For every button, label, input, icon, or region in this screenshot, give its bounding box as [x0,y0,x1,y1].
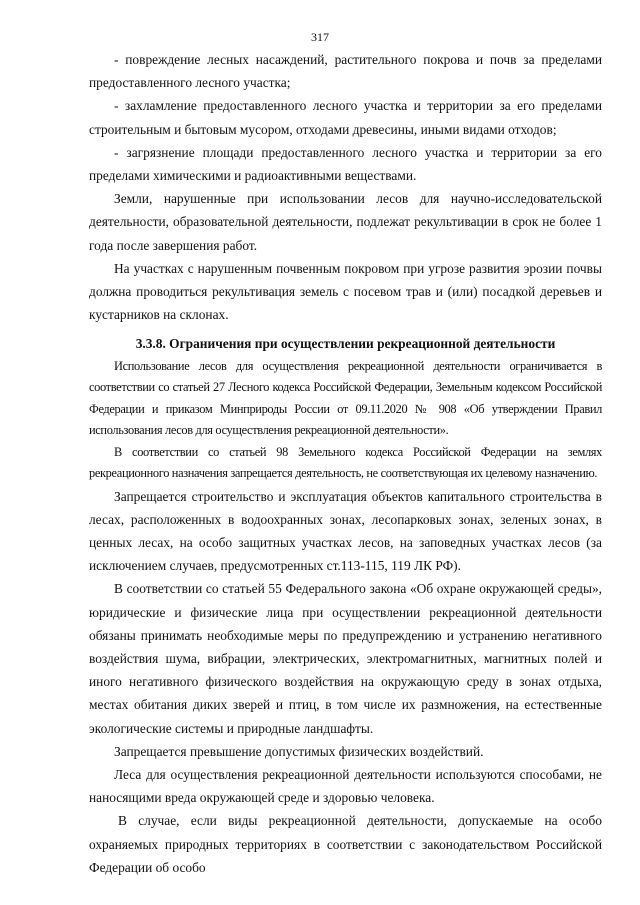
paragraph-erosion: На участках с нарушенным почвенным покровом при угрозе развития эрозии почвы должна проводиться рекультивация земель с посевом трав и (или) посадкой деревьев и кустарников на склонах. [89,260,602,323]
page-number: 317 [311,30,329,44]
paragraph-protected-areas: В случае, если виды рекреационной деятельности, допускаемые на особо охраняемых природных территориях в соответствии с законодательством Российской Федерации об особо [89,813,602,875]
paragraph-environment-law-55: В соответствии со статьей 55 Федерального закона «Об охране окружающей среды», юридические и физические лица при осуществлении рекреационной деятельности обязаны принимать необходимые меры по предупреждению и устранению негативного воздействия шума, вибрации, электрических, электромагнитных, магнитных полей и иного негативного физического воздействия на окружающую среду в зонах отдыха, местах обитания диких зверей и птиц, в том числе их размножения, на естественные экологические системы и природные ландшафты. [89,581,602,736]
paragraph-pollution: - загрязнение площади предоставленного лесного участка и территории за его пределами химическими и радиоактивными веществами. [89,144,602,184]
paragraph-damage-forest: - повреждение лесных насаждений, растительного покрова и почв за пределами предоставленного лесного участка; [89,52,602,91]
paragraph-littering: - захламление предоставленного лесного участка и территории за его пределами строительным и бытовым мусором, отходами древесины, иными видами отходов; [89,98,602,137]
paragraph-construction-ban: Запрещается строительство и эксплуатация объектов капитального строительства в лесах, расположенных в водоохранных зонах, лесопарковых зонах, зеленых зонах, в ценных лесах, на особо защитных участках лесов, на заповедных участках лесов (за исключением случаев, предусмотренных ст.113-115, 119 ЛК РФ). [89,488,602,574]
paragraph-research-lands: Земли, нарушенные при использовании лесов для научно-исследовательской деятельности, образовательной деятельности, подлежат рекультивации в срок не более 1 года после завершения работ. [89,191,602,253]
section-heading: 3.3.8. Ограничения при осуществлении рекреационной деятельности [135,336,556,352]
paragraph-harmless-use: Леса для осуществления рекреационной деятельности используются способами, не наносящими вреда окружающей среде и здоровью человека. [89,767,602,806]
paragraph-recreation-restrictions: Использование лесов для осуществления рекреационной деятельности ограничивается в соответствии со статьей 27 Лесного кодекса Российской Федерации, Земельным кодексом Российской Федерации и приказом Минприроды России от 09.11.2020 № 908 «Об утверждении Правил использования лесов для осуществления рекреационной деятельности». [89,358,602,438]
paragraph-land-code-98: В соответствии со статьей 98 Земельного кодекса Российской Федерации на землях рекреационного назначения запрещается деятельность, не соответствующая их целевому назначению. [89,444,602,481]
paragraph-impact-limit: Запрещается превышение допустимых физических воздействий. [114,743,484,759]
page-content [89,48,602,879]
